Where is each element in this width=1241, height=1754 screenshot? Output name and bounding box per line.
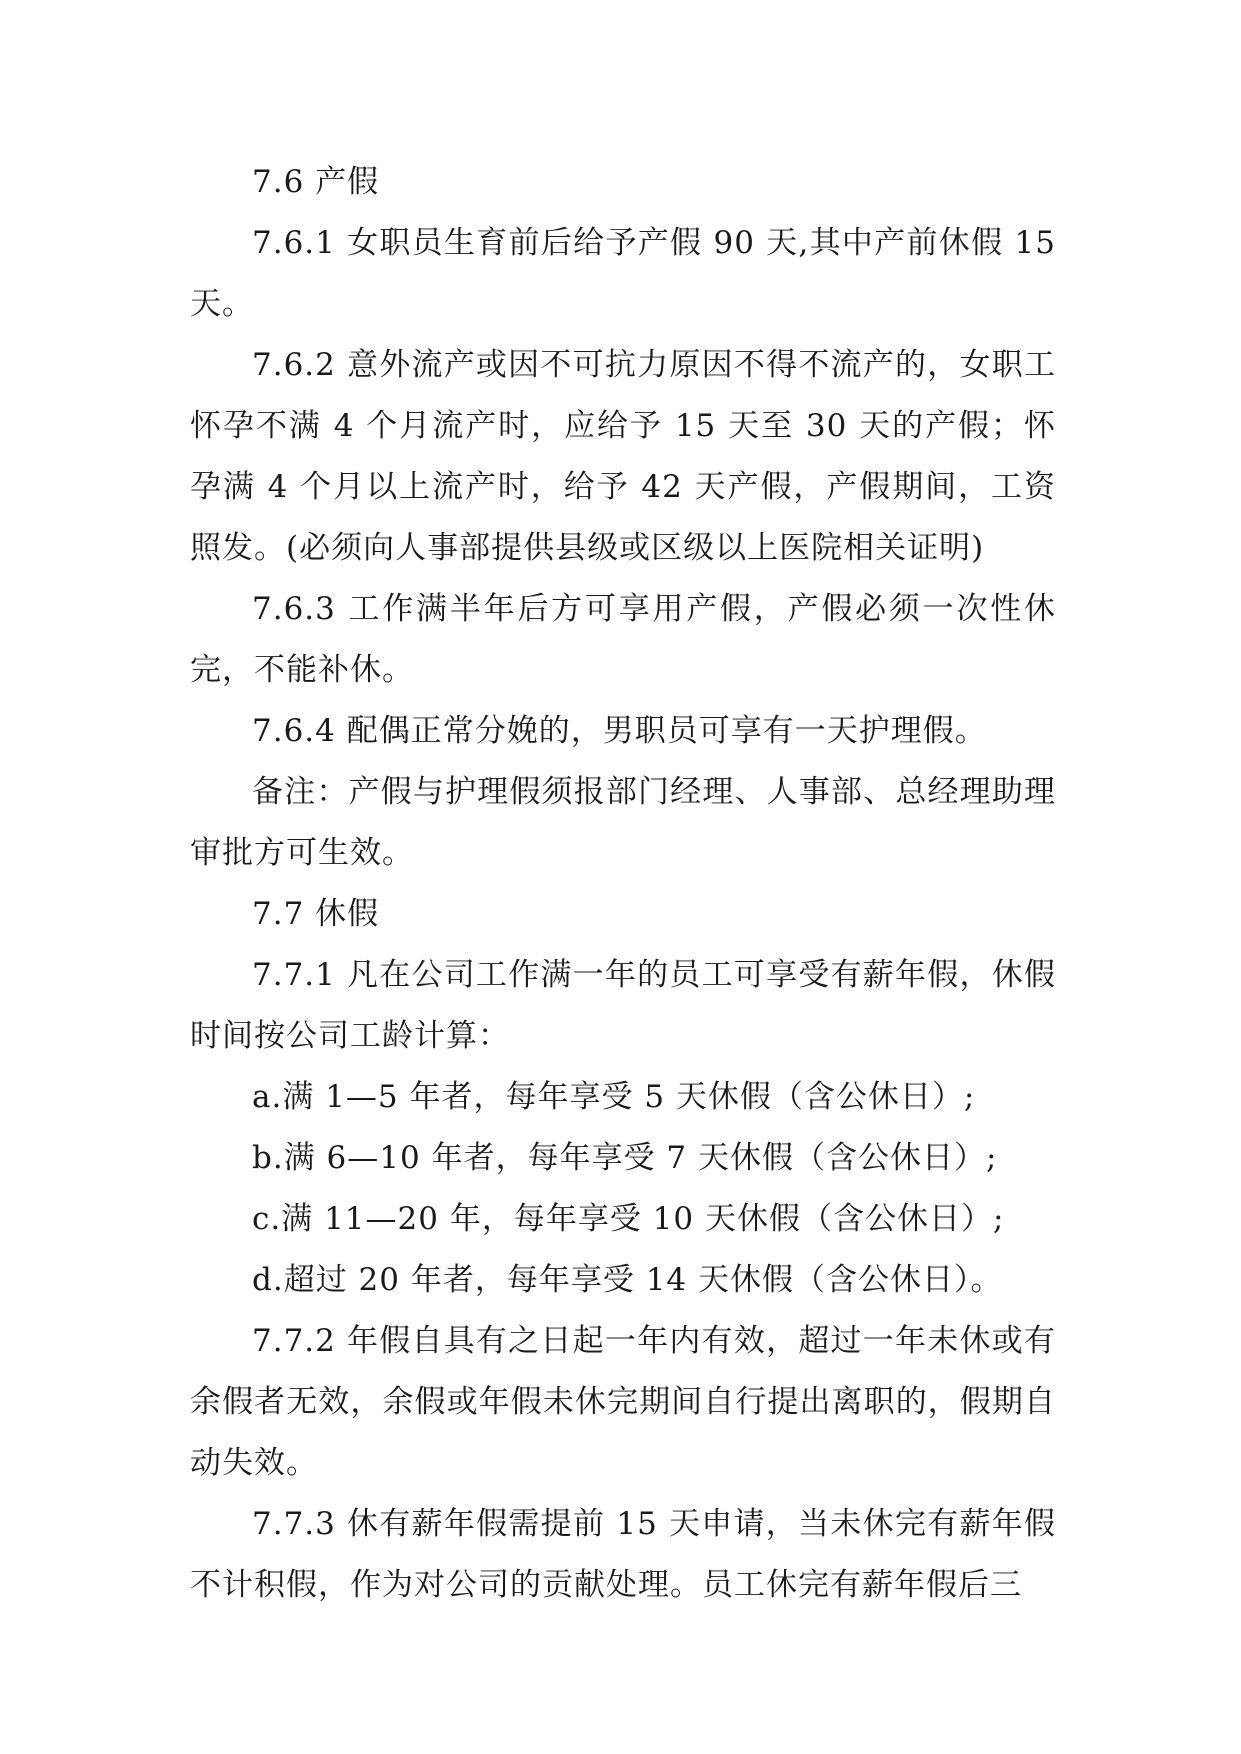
clause-7-7-1: 7.7.1 凡在公司工作满一年的员工可享受有薪年假，休假时间按公司工龄计算： bbox=[190, 957, 1056, 1054]
note-paragraph: 备注：产假与护理假须报部门经理、人事部、总经理助理审批方可生效。 bbox=[190, 774, 1056, 871]
list-item-a: a.满 1—5 年者，每年享受 5 天休假（含公休日）; bbox=[252, 1079, 976, 1115]
section-heading-7-7: 7.7 休假 bbox=[252, 896, 380, 932]
clause-7-6-4: 7.6.4 配偶正常分娩的，男职员可享有一天护理假。 bbox=[252, 713, 987, 749]
clause-7-6-2: 7.6.2 意外流产或因不可抗力原因不得不流产的，女职工怀孕不满 4 个月流产时，应给予 15 天至 30 天的产假；怀孕满 4 个月以上流产时，给予 42 天产假，产假期间，工资照发。(必须向人事部提供县级或区级以上医院相关证明) bbox=[190, 347, 1056, 566]
document-body bbox=[190, 152, 1056, 1616]
list-item-d: d.超过 20 年者，每年享受 14 天休假（含公休日）。 bbox=[252, 1262, 1003, 1298]
clause-7-6-3: 7.6.3 工作满半年后方可享用产假，产假必须一次性休完，不能补休。 bbox=[190, 591, 1056, 688]
clause-7-7-2: 7.7.2 年假自具有之日起一年内有效，超过一年未休或有余假者无效，余假或年假未休完期间自行提出离职的，假期自动失效。 bbox=[190, 1323, 1056, 1481]
clause-7-6-1: 7.6.1 女职员生育前后给予产假 90 天,其中产前休假 15 天。 bbox=[190, 225, 1056, 322]
list-item-b: b.满 6—10 年者，每年享受 7 天休假（含公休日）; bbox=[252, 1140, 998, 1176]
clause-7-7-3: 7.7.3 休有薪年假需提前 15 天申请，当未休完有薪年假不计积假，作为对公司的贡献处理。员工休完有薪年假后三 bbox=[190, 1506, 1056, 1603]
list-item-c: c.满 11—20 年，每年享受 10 天休假（含公休日）; bbox=[252, 1201, 1005, 1237]
section-heading-7-6: 7.6 产假 bbox=[252, 164, 380, 200]
